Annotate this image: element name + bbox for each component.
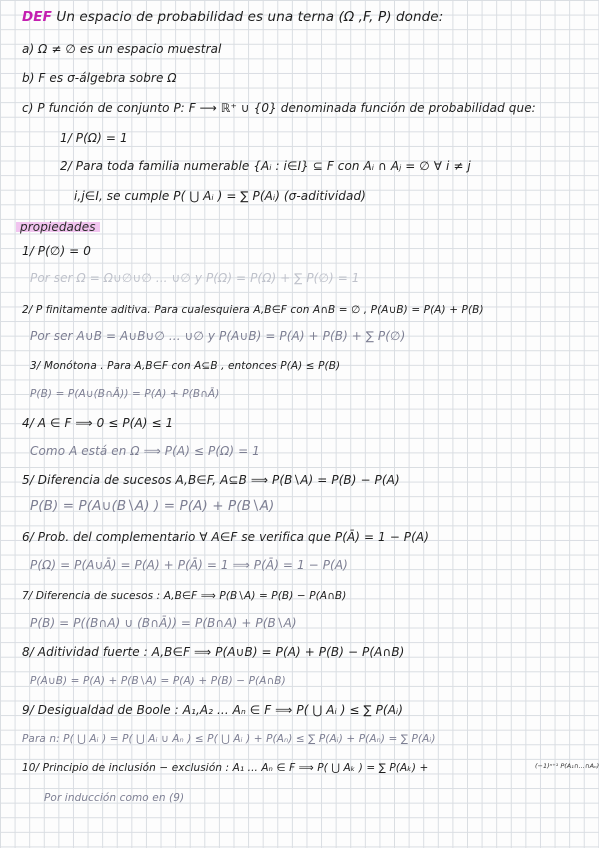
item-b: b) F es σ-álgebra sobre Ω xyxy=(22,71,177,85)
prop-9: 9/ Desigualdad de Boole : A₁,A₂ ... Aₙ ∈ F ⟹ P( ⋃ Aᵢ ) ≤ ∑ P(Aᵢ) xyxy=(22,703,404,717)
prop-6: 6/ Prob. del complementario ∀ A∈F se verifica que P(Ā) = 1 − P(A) xyxy=(22,530,429,544)
item-c1: 1/ P(Ω) = 1 xyxy=(60,131,128,145)
propiedades-highlight: propiedades xyxy=(16,220,100,234)
prop-4: 4/ A ∈ F ⟹ 0 ≤ P(A) ≤ 1 xyxy=(22,416,174,430)
prop-8-proof: P(A∪B) = P(A) + P(B∖A) = P(A) + P(B) − P(A∩B) xyxy=(30,675,286,687)
prop-7-proof: P(B) = P((B∩A) ∪ (B∩Ā)) = P(B∩A) + P(B∖A) xyxy=(30,616,297,630)
prop-7: 7/ Diferencia de sucesos : A,B∈F ⟹ P(B∖A) = P(B) − P(A∩B) xyxy=(22,590,347,602)
item-c2-line1: 2/ Para toda familia numerable {Aᵢ : i∈I} ⊆ F con Aᵢ ∩ Aⱼ = ∅ ∀ i ≠ j xyxy=(60,159,471,173)
item-a: a) Ω ≠ ∅ es un espacio muestral xyxy=(22,42,222,56)
propiedades-heading xyxy=(16,219,100,235)
prop-1: 1/ P(∅) = 0 xyxy=(22,244,91,258)
prop-10-proof: Por inducción como en (9) xyxy=(44,792,185,804)
item-c: c) P función de conjunto P: F ⟶ ℝ⁺ ∪ {0} denominada función de probabilidad que: xyxy=(22,101,536,115)
prop-4-proof: Como A está en Ω ⟹ P(A) ≤ P(Ω) = 1 xyxy=(30,444,260,458)
definition-line xyxy=(22,9,443,25)
prop-5-proof: P(B) = P(A∪(B∖A) ) = P(A) + P(B∖A) xyxy=(30,498,275,514)
def-tag: DEF xyxy=(22,9,52,25)
prop-10-tail: (−1)ⁿ⁺¹ P(A₁∩...∩Aₙ) xyxy=(535,762,599,770)
prop-10: 10/ Principio de inclusión − exclusión : A₁ ... Aₙ ∈ F ⟹ P( ⋃ Aₖ ) = ∑ P(Aₖ) + xyxy=(22,762,429,774)
prop-9-proof: Para n: P( ⋃ Aᵢ ) = P( ⋃ Aᵢ ∪ Aₙ ) ≤ P( ⋃ Aᵢ ) + P(Aₙ) ≤ ∑ P(Aᵢ) + P(Aₙ) = ∑ P(Aᵢ) xyxy=(22,733,436,745)
prop-2-proof: Por ser A∪B = A∪B∪∅ ... ∪∅ y P(A∪B) = P(A) + P(B) + ∑ P(∅) xyxy=(30,329,406,343)
definition-text: Un espacio de probabilidad es una terna (Ω ,F, P) donde: xyxy=(56,9,444,25)
item-c2-line2: i,j∈I, se cumple P( ⋃ Aᵢ ) = ∑ P(Aᵢ) (σ-aditividad) xyxy=(74,189,366,203)
prop-1-proof: Por ser Ω = Ω∪∅∪∅ ... ∪∅ y P(Ω) = P(Ω) + ∑ P(∅) = 1 xyxy=(30,271,360,285)
prop-6-proof: P(Ω) = P(A∪Ā) = P(A) + P(Ā) = 1 ⟹ P(Ā) = 1 − P(A) xyxy=(30,558,348,572)
prop-5: 5/ Diferencia de sucesos A,B∈F, A⊆B ⟹ P(B∖A) = P(B) − P(A) xyxy=(22,473,400,487)
prop-2: 2/ P finitamente aditiva. Para cualesquiera A,B∈F con A∩B = ∅ , P(A∪B) = P(A) + P(B) xyxy=(22,304,484,316)
prop-3: 3/ Monótona . Para A,B∈F con A⊆B , entonces P(A) ≤ P(B) xyxy=(30,360,341,372)
prop-8: 8/ Aditividad fuerte : A,B∈F ⟹ P(A∪B) = P(A) + P(B) − P(A∩B) xyxy=(22,645,405,659)
prop-3-proof: P(B) = P(A∪(B∩Ā)) = P(A) + P(B∩Ā) xyxy=(30,388,220,400)
